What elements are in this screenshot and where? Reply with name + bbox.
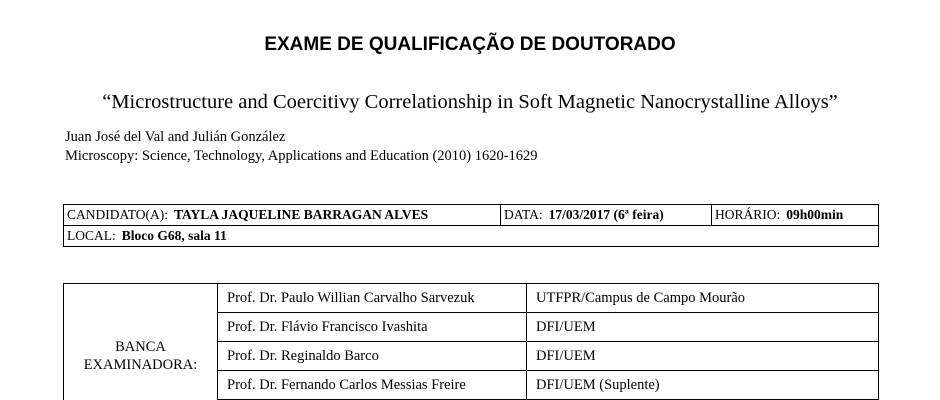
table-row bbox=[64, 284, 879, 313]
board-label-line2: EXAMINADORA: bbox=[83, 357, 198, 373]
member-affiliation: DFI/UEM bbox=[527, 342, 879, 371]
examining-board-table bbox=[63, 283, 879, 400]
info-row bbox=[64, 226, 879, 247]
member-name: Prof. Dr. Flávio Francisco Ivashita bbox=[218, 313, 527, 342]
document-title: EXAME DE QUALIFICAÇÃO DE DOUTORADO bbox=[264, 34, 676, 55]
date-cell bbox=[501, 205, 712, 226]
candidate-cell bbox=[64, 205, 501, 226]
member-affiliation: UTFPR/Campus de Campo Mourão bbox=[527, 284, 879, 313]
member-name: Prof. Dr. Reginaldo Barco bbox=[218, 342, 527, 371]
board-label-line1: BANCA bbox=[115, 339, 166, 355]
exam-info-table bbox=[63, 204, 879, 247]
candidate-label: CANDIDATO(A): bbox=[67, 207, 168, 222]
member-name: Prof. Dr. Paulo Willian Carvalho Sarvezuk bbox=[218, 284, 527, 313]
time-cell bbox=[712, 205, 879, 226]
time-value: 09h00min bbox=[786, 207, 844, 222]
info-row bbox=[64, 205, 879, 226]
location-label: LOCAL: bbox=[67, 228, 116, 243]
candidate-value: TAYLA JAQUELINE BARRAGAN ALVES bbox=[174, 207, 429, 222]
time-label: HORÁRIO: bbox=[715, 207, 781, 222]
member-affiliation: DFI/UEM (Suplente) bbox=[527, 371, 879, 400]
examining-board-label bbox=[64, 284, 218, 400]
paper-journal: Microscopy: Science, Technology, Applications and Education (2010) 1620-1629 bbox=[65, 148, 538, 164]
location-cell bbox=[64, 226, 879, 247]
location-value: Bloco G68, sala 11 bbox=[121, 228, 227, 243]
member-affiliation: DFI/UEM bbox=[527, 313, 879, 342]
date-label: DATA: bbox=[504, 207, 543, 222]
member-name: Prof. Dr. Fernando Carlos Messias Freire bbox=[218, 371, 527, 400]
date-value: 17/03/2017 (6ª feira) bbox=[548, 207, 664, 222]
paper-title: “Microstructure and Coercitivy Correlationship in Soft Magnetic Nanocrystalline Alloys” bbox=[102, 91, 838, 113]
paper-authors: Juan José del Val and Julián González bbox=[65, 129, 286, 145]
